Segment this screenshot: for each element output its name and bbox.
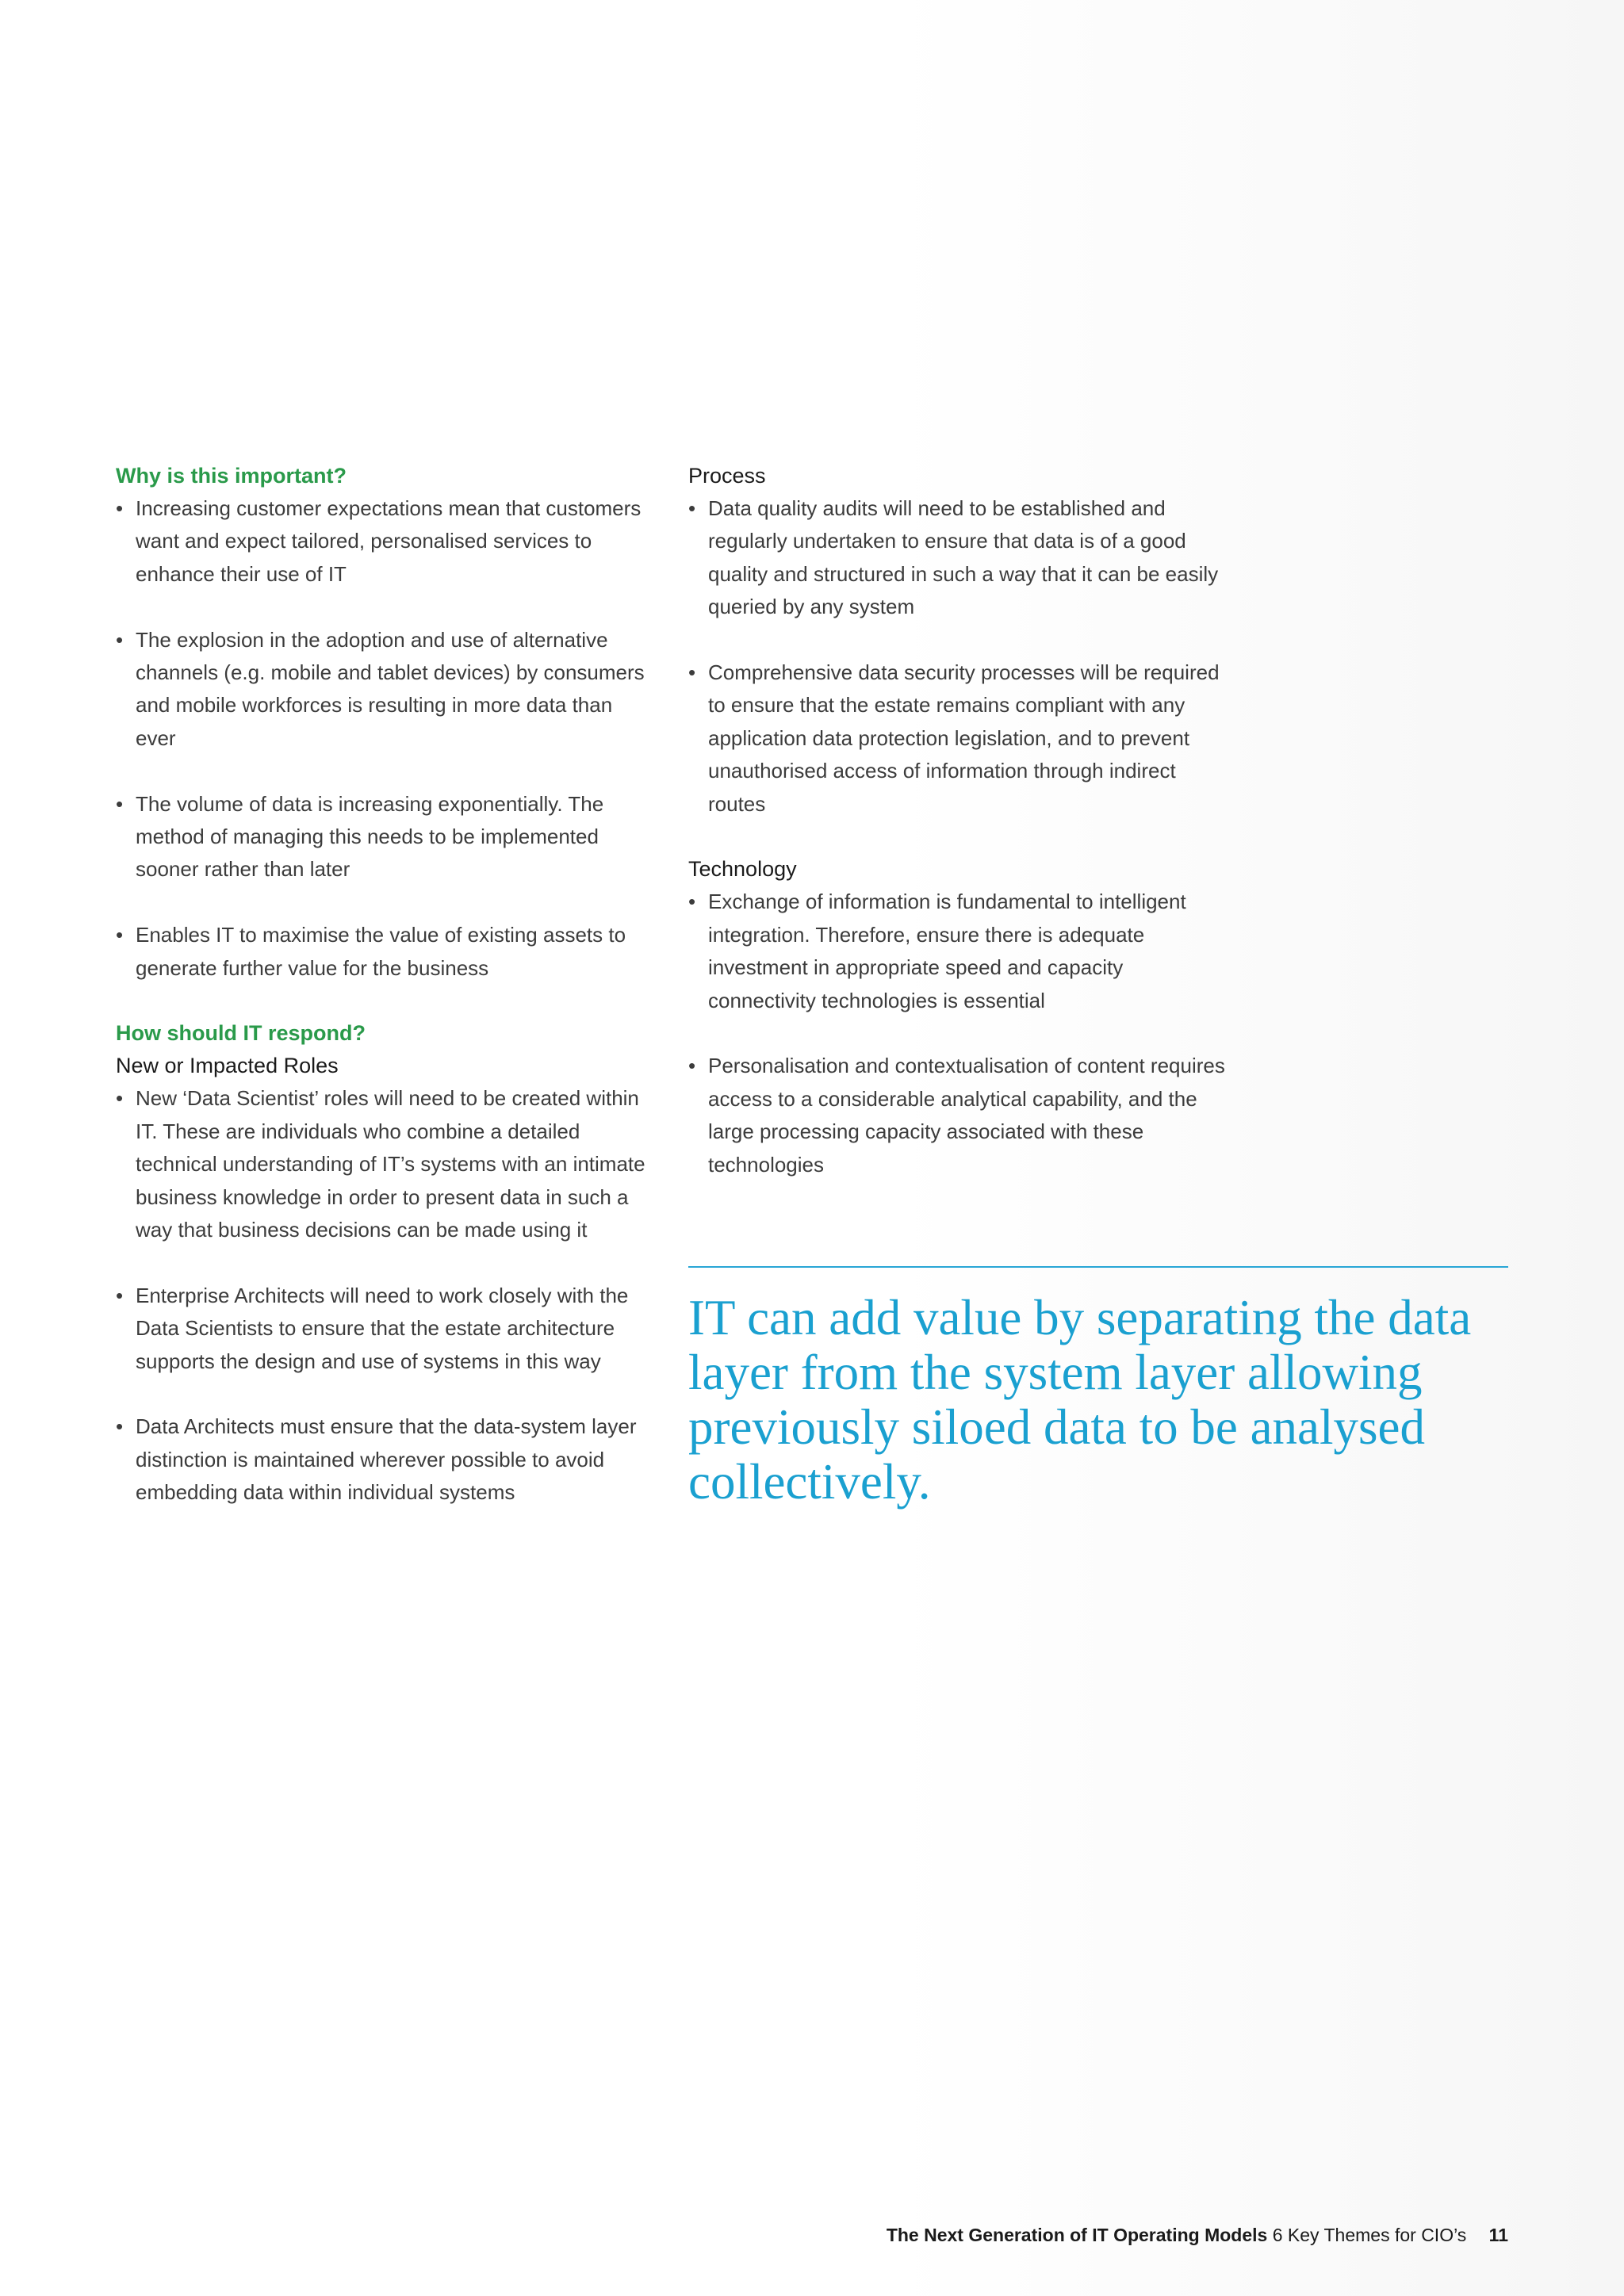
list-item: • Increasing customer expectations mean that customers want and expect tailored, personalised services to enhance their use of IT — [116, 492, 655, 591]
technology-list — [688, 886, 1228, 1181]
footer-title: The Next Generation of IT Operating Models — [886, 2225, 1268, 2245]
list-item: • The volume of data is increasing exponentially. The method of managing this needs to be implemented sooner rather than later — [116, 788, 655, 886]
roles-list — [116, 1082, 655, 1509]
technology-subheading: Technology — [688, 857, 797, 882]
list-item: • Enables IT to maximise the value of existing assets to generate further value for the business — [116, 919, 655, 985]
pull-quote: IT can add value by separating the data layer from the system layer allowing previously siloed data to be analysed collectively. — [688, 1290, 1472, 1510]
list-item: • Exchange of information is fundamental to intelligent integration. Therefore, ensure there is adequate investment in appropriate speed and capacity connectivity technologies is essential — [688, 886, 1228, 1017]
list-item: • Data quality audits will need to be established and regularly undertaken to ensure that data is of a good quality and structured in such a way that it can be easily queried by any system — [688, 492, 1228, 624]
list-item: • New ‘Data Scientist’ roles will need to be created within IT. These are individuals who combine a detailed technical understanding of IT’s systems with an intimate business knowledge in order to present data in such a way that business decisions can be made using it — [116, 1082, 655, 1246]
list-item: • Data Architects must ensure that the data-system layer distinction is maintained wherever possible to avoid embedding data within individual systems — [116, 1410, 655, 1509]
left-column — [116, 460, 655, 1510]
list-item: • The explosion in the adoption and use of alternative channels (e.g. mobile and tablet devices) by consumers and mobile workforces is resulting in more data than ever — [116, 624, 655, 756]
list-item: • Comprehensive data security processes will be required to ensure that the estate remains compliant with any application data protection legislation, and to prevent unauthorised access of information through indirect routes — [688, 656, 1228, 821]
page-number: 11 — [1488, 2225, 1508, 2245]
process-list — [688, 492, 1228, 821]
page-footer — [887, 2225, 1508, 2246]
quote-divider — [688, 1266, 1508, 1268]
roles-subheading: New or Impacted Roles — [116, 1054, 339, 1078]
why-important-heading: Why is this important? — [116, 464, 347, 488]
how-respond-heading: How should IT respond? — [116, 1021, 366, 1046]
why-important-list — [116, 492, 655, 985]
process-subheading: Process — [688, 464, 766, 488]
footer-subtitle: 6 Key Themes for CIO’s — [1272, 2225, 1467, 2245]
right-column — [688, 460, 1228, 1181]
list-item: • Enterprise Architects will need to work closely with the Data Scientists to ensure that the estate architecture supports the design and use of systems in this way — [116, 1280, 655, 1378]
list-item: • Personalisation and contextualisation of content requires access to a considerable analytical capability, and the large processing capacity associated with these technologies — [688, 1050, 1228, 1181]
